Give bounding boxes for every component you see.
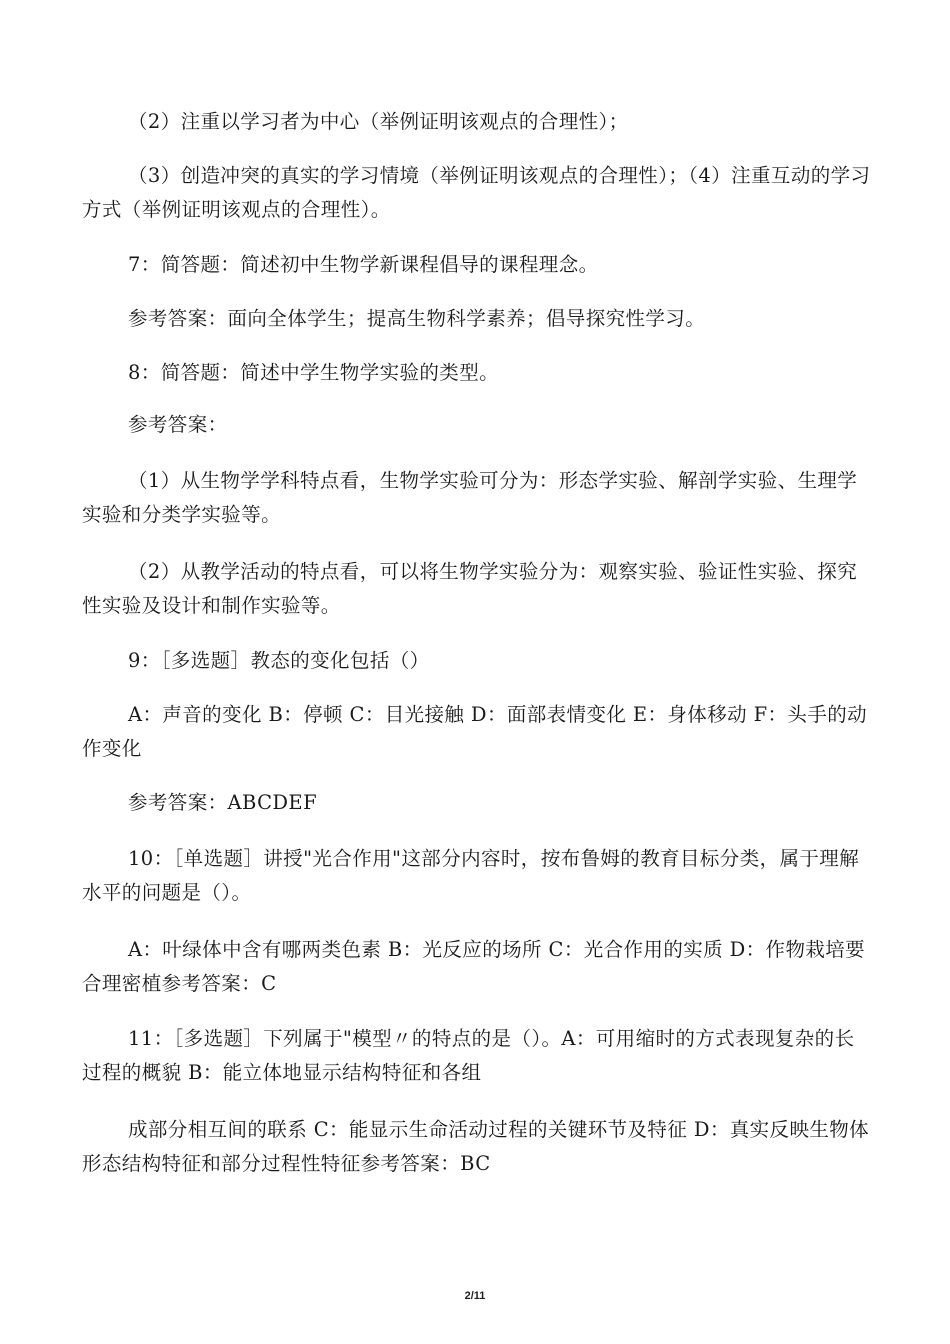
answer-9: 参考答案：ABCDEF (128, 791, 317, 814)
question-8: 8：简答题：简述中学生物学实验的类型。 (128, 361, 500, 384)
question-11-continued: 成部分相互间的联系 C：能显示生命活动过程的关键环节及特征 D：真实反映生物体形态结构特征和部分过程性特征参考答案：BC (82, 1118, 870, 1175)
answer-7: 参考答案：面向全体学生；提高生物科学素养；倡导探究性学习。 (128, 307, 706, 330)
paragraph: （2）注重以学习者为中心（举例证明该观点的合理性）； (128, 110, 629, 133)
paragraph: （3）创造冲突的真实的学习情境（举例证明该观点的合理性）；（4）注重互动的学习方式（举例证明该观点的合理性）。 (82, 164, 871, 221)
question-9-options: A：声音的变化 B：停顿 C：目光接触 D：面部表情变化 E：身体移动 F：头手的动作变化 (82, 703, 868, 760)
answer-8-part-2: （2）从教学活动的特点看，可以将生物学实验分为：观察实验、验证性实验、探究性实验及设计和制作实验等。 (82, 560, 858, 617)
question-10-options: A：叶绿体中含有哪两类色素 B：光反应的场所 C：光合作用的实质 D：作物栽培要合理密植参考答案：C (82, 938, 866, 995)
question-7: 7：简答题：简述初中生物学新课程倡导的课程理念。 (128, 253, 599, 276)
answer-8-part-1: （1）从生物学学科特点看，生物学实验可分为：形态学实验、解剖学实验、生理学实验和分类学实验等。 (82, 469, 858, 526)
question-11: 11：［多选题］下列属于"模型〃的特点的是（）。A：可用缩时的方式表现复杂的长过程的概貌 B：能立体地显示结构特征和各组 (82, 1027, 855, 1084)
question-10: 10：［单选题］讲授"光合作用"这部分内容时，按布鲁姆的教育目标分类，属于理解水平的问题是（）。 (82, 847, 860, 904)
answer-8-label: 参考答案： (128, 413, 228, 436)
question-9: 9：［多选题］教态的变化包括（） (128, 649, 430, 672)
page-number: 2/11 (464, 1290, 486, 1302)
